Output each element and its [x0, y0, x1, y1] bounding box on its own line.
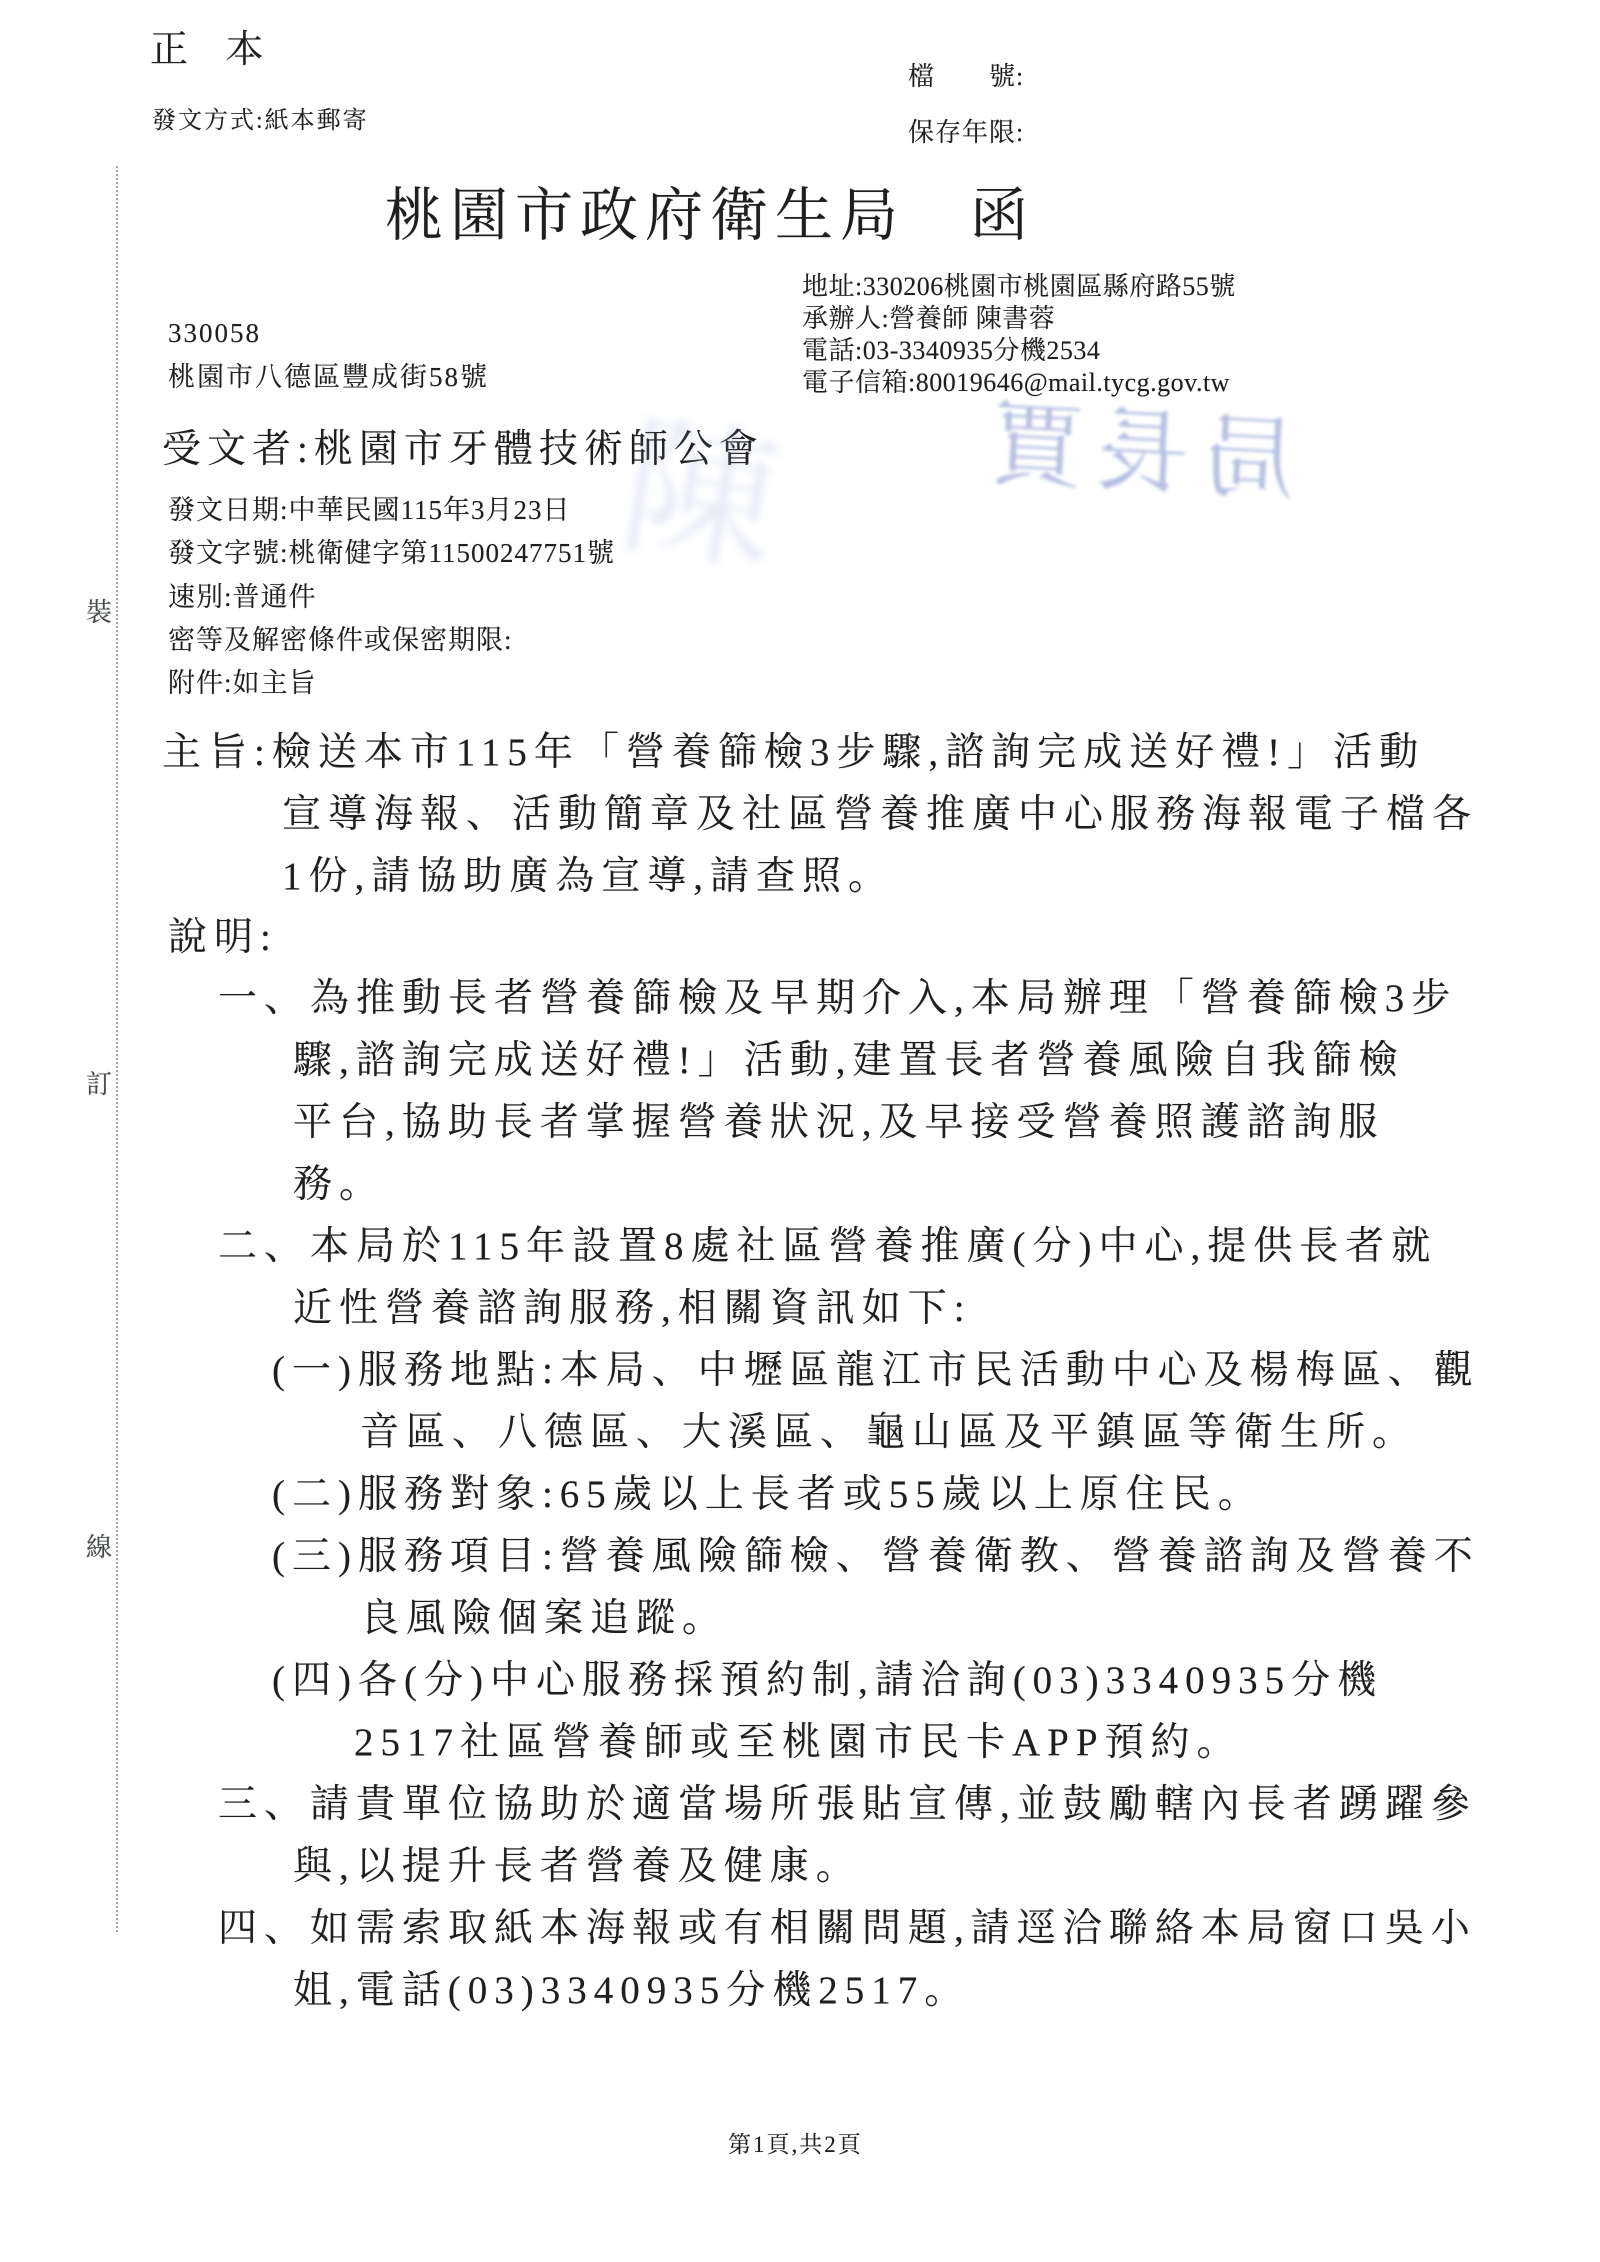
binding-mark-zhuang: 裝	[86, 598, 113, 627]
binding-mark-xian: 線	[86, 1533, 113, 1562]
body-line: 2517社區營養師或至桃園市民卡APP預約。	[354, 1721, 1243, 1764]
agency-phone: 電話:03-3340935分機2534	[802, 336, 1101, 365]
recipient-address: 桃園市八德區豐成街58號	[168, 362, 489, 392]
body-line: (三)服務項目:營養風險篩檢、營養衛教、營養諮詢及營養不	[272, 1535, 1480, 1578]
body-line: 音區、八德區、大溪區、龜山區及平鎮區等衛生所。	[360, 1411, 1419, 1454]
body-line: 驟,諮詢完成送好禮!」活動,建置長者營養風險自我篩檢	[293, 1039, 1405, 1082]
retention-period-label: 保存年限:	[908, 118, 1025, 147]
issue-number: 發文字號:桃衛健字第11500247751號	[168, 538, 615, 568]
body-line: 與,以提升長者營養及健康。	[293, 1845, 862, 1888]
page-number: 第1頁,共2頁	[728, 2132, 863, 2157]
faint-blue-seal: 陳	[610, 399, 791, 594]
recipient-zip: 330058	[168, 318, 261, 348]
body-line: 三、請貴單位協助於適當場所張貼宣傳,並鼓勵轄內長者踴躍參	[218, 1783, 1477, 1826]
attachment-note: 附件:如主旨	[168, 668, 317, 698]
explanation-heading: 說明:	[168, 916, 278, 959]
subject-line: 宣導海報、活動簡章及社區營養推廣中心服務海報電子檔各	[282, 793, 1479, 836]
security-class: 密等及解密條件或保密期限:	[168, 625, 513, 655]
binding-dotted-line	[116, 166, 118, 1932]
body-line: 四、如需索取紙本海報或有相關問題,請逕洽聯絡本局窗口吳小	[218, 1907, 1477, 1950]
body-line: 近性營養諮詢服務,相關資訊如下:	[293, 1287, 972, 1330]
issue-date: 發文日期:中華民國115年3月23日	[168, 495, 571, 525]
agency-address: 地址:330206桃園市桃園區縣府路55號	[802, 272, 1236, 301]
file-number-label: 檔 號:	[908, 62, 1025, 91]
delivery-method: 發文方式:紙本郵寄	[152, 108, 369, 134]
speed-class: 速別:普通件	[168, 582, 317, 612]
subject-line: 1份,請協助廣為宣導,請查照。	[282, 855, 895, 898]
agency-email: 電子信箱:80019646@mail.tycg.gov.tw	[802, 368, 1230, 397]
body-line: 姐,電話(03)3340935分機2517。	[293, 1969, 971, 2012]
binding-mark-ding: 訂	[86, 1070, 113, 1099]
mirrored-ink-transfer-stamp: 局長賈	[975, 393, 1299, 512]
body-line: 平台,協助長者掌握營養狀況,及早接受營養照護諮詢服	[293, 1101, 1385, 1144]
body-line: 一、為推動長者營養篩檢及早期介入,本局辦理「營養篩檢3步	[218, 977, 1458, 1020]
body-line: 務。	[293, 1163, 386, 1206]
agency-contact-person: 承辦人:營養師 陳書蓉	[802, 304, 1056, 333]
body-line: 二、本局於115年設置8處社區營養推廣(分)中心,提供長者就	[218, 1225, 1438, 1268]
body-line: (一)服務地點:本局、中壢區龍江市民活動中心及楊梅區、觀	[272, 1349, 1480, 1392]
subject-line: 主旨:檢送本市115年「營養篩檢3步驟,諮詢完成送好禮!」活動	[162, 731, 1426, 774]
body-line: (二)服務對象:65歲以上長者或55歲以上原住民。	[272, 1473, 1264, 1516]
body-line: (四)各(分)中心服務採預約制,請洽詢(03)3340935分機	[272, 1659, 1384, 1702]
body-line: 良風險個案追蹤。	[360, 1597, 729, 1640]
copy-type-label: 正 本	[150, 29, 278, 71]
recipient-line: 受文者:桃園市牙體技術師公會	[162, 428, 764, 471]
document-title: 桃園市政府衛生局 函	[385, 183, 1036, 248]
